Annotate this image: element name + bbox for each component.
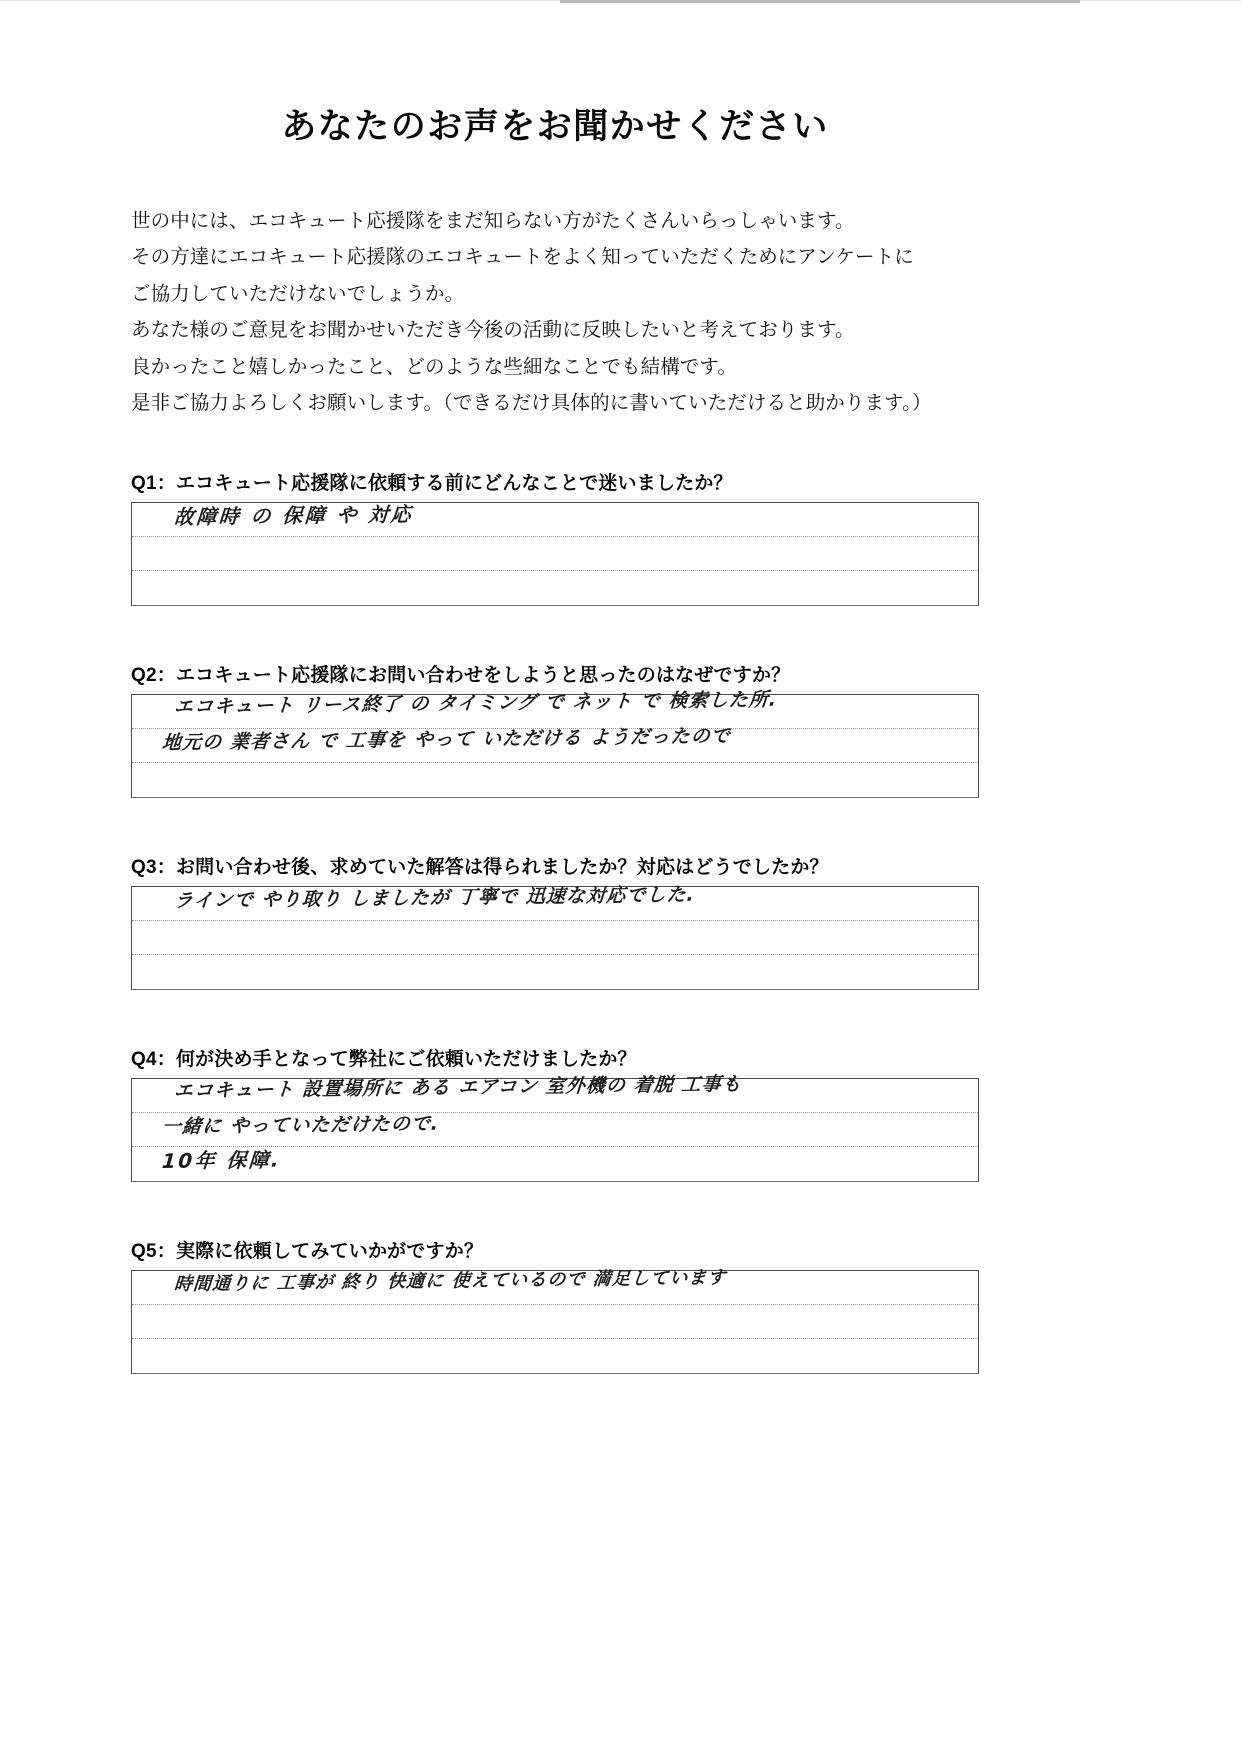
answer-line[interactable]: [132, 763, 978, 797]
answer-line[interactable]: [132, 571, 978, 605]
answer-line[interactable]: [132, 1113, 978, 1147]
question-heading-q1: Q1：エコキュート応援隊に依頼する前にどんなことで迷いましたか？: [131, 472, 733, 494]
handwritten-answer-text: エコキュート 設置場所に ある エアコン 室外機の 着脱 工事も: [173, 1072, 743, 1102]
question-block-q1: [131, 422, 979, 606]
answer-line[interactable]: [132, 1339, 978, 1373]
question-block-q2: [131, 606, 979, 798]
handwritten-answer-text: 故障時 の 保障 や 対応: [173, 501, 414, 529]
handwritten-answer-text: 一緒に やっていただけたので.: [161, 1112, 441, 1138]
answer-line[interactable]: [132, 955, 978, 989]
questionnaire-sheet: [131, 0, 979, 1374]
handwritten-answer-text: エコキュート リース終了 の タイミング で ネット で 検索した所.: [173, 688, 779, 718]
answer-box-q1[interactable]: [131, 502, 979, 606]
answer-line[interactable]: [132, 537, 978, 571]
intro-line: その方達にエコキュート応援隊のエコキュートをよく知っていただくためにアンケートに: [131, 246, 914, 268]
question-heading-q3: Q3：お問い合わせ後、求めていた解答は得られましたか？対応はどうでしたか？: [131, 856, 829, 878]
handwritten-answer-text: ラインで やり取り しましたが 丁寧で 迅速な対応でした.: [173, 883, 696, 912]
answer-line[interactable]: [132, 921, 978, 955]
question-heading-q5: Q5：実際に依頼してみていかがですか？: [131, 1240, 484, 1262]
page-title: あなたのお声をお聞かせください: [281, 107, 829, 146]
answer-line[interactable]: [132, 883, 978, 921]
intro-line: 是非ご協力よろしくお願いします。（できるだけ具体的に書いていただけると助かります。）: [131, 392, 932, 414]
answer-line[interactable]: [132, 1305, 978, 1339]
question-block-q4: [131, 990, 979, 1182]
question-heading-q4: Q4：何が決め手となって弊社にご依頼いただけましたか？: [131, 1048, 637, 1070]
intro-line: ご協力していただけないでしょうか。: [131, 282, 465, 305]
intro-line: 世の中には、エコキュート応援隊をまだ知らない方がたくさんいらっしゃいます。: [131, 209, 855, 232]
answer-line[interactable]: [132, 503, 978, 537]
answer-box-q5[interactable]: [131, 1266, 979, 1374]
answer-line[interactable]: [132, 1147, 978, 1181]
handwritten-answer-text: 10年 保障.: [161, 1147, 283, 1173]
question-block-q3: [131, 798, 979, 990]
intro-line: 良かったこと嬉しかったこと、どのような些細なことでも結構です。: [131, 355, 738, 378]
intro-paragraph: [131, 147, 979, 422]
handwritten-answer-text: 時間通りに 工事が 終り 快適に 使えているので 満足しています: [173, 1266, 728, 1295]
answer-line[interactable]: [132, 724, 978, 763]
answer-line[interactable]: [132, 1072, 978, 1113]
answer-line[interactable]: [132, 1266, 978, 1305]
question-heading-q2: Q2：エコキュート応援隊にお問い合わせをしようと思ったのはなぜですか？: [131, 664, 791, 686]
answer-box-q4[interactable]: [131, 1072, 979, 1182]
question-block-q5: [131, 1182, 979, 1374]
intro-line: あなた様のご意見をお聞かせいただき今後の活動に反映したいと考えております。: [131, 319, 855, 341]
handwritten-answer-text: 地元の 業者さん で 工事を やって いただける ようだったので: [161, 724, 732, 754]
answer-box-q3[interactable]: [131, 883, 979, 990]
answer-box-q2[interactable]: [131, 688, 979, 798]
